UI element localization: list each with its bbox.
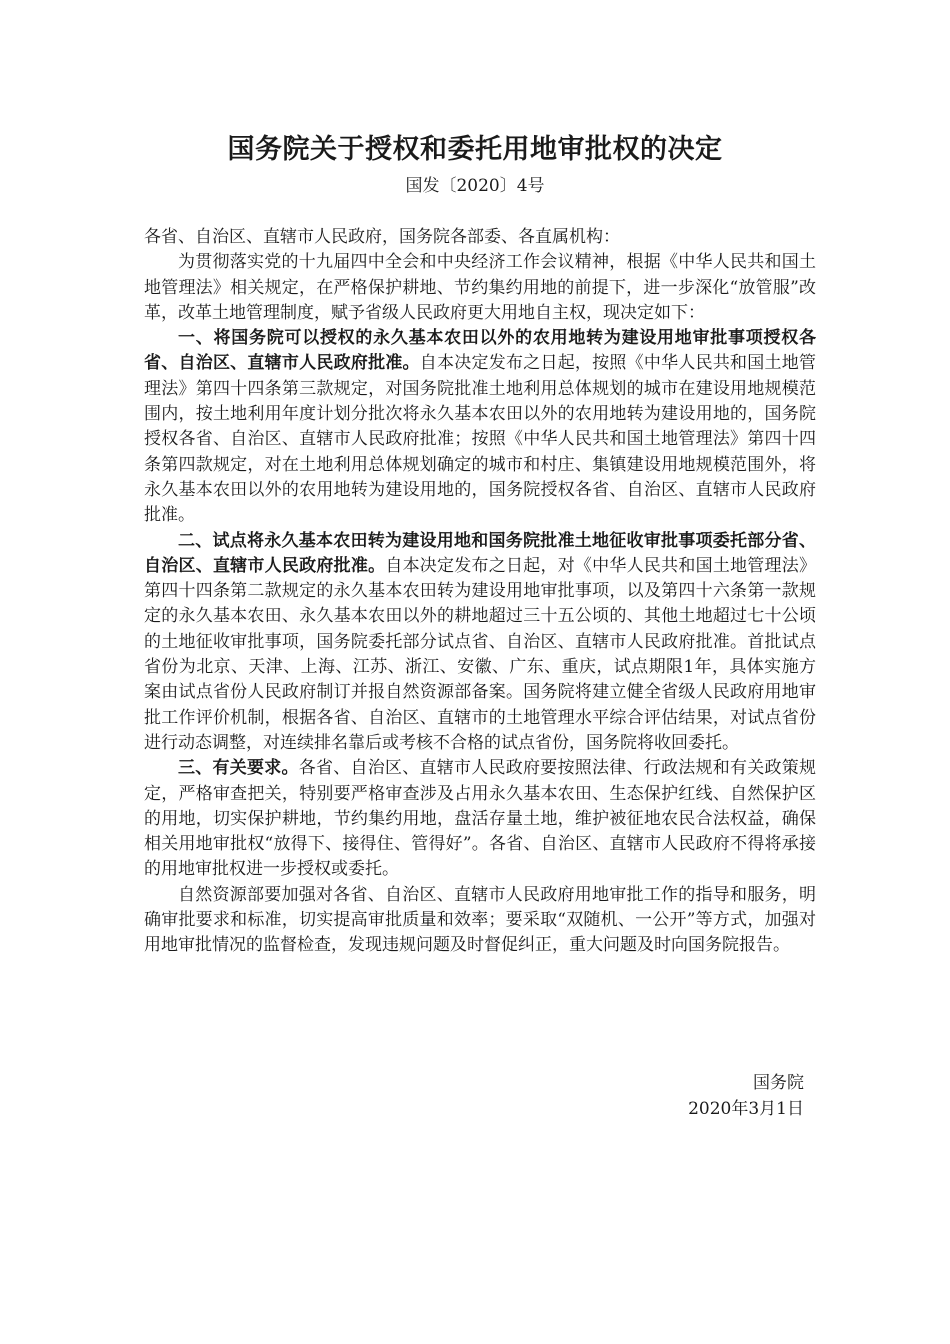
section-3-heading: 三、有关要求。 (178, 758, 299, 779)
document-title: 国务院关于授权和委托用地审批权的决定 (227, 134, 723, 165)
section-1-text: 自本决定发布之日起，按照《中华人民共和国土地管理法》第四十四条第三款规定，对国务院批准土地利用总体规划的城市在建设用地规模范围内，按土地利用年度计划分批次将永久基本农田以外的农用地转为建设用地的，国务院授权各省、自治区、直辖市人民政府批准；按照《中华人民共和国土地管理法》第四十四条第四款规定，对在土地利用总体规划确定的城市和村庄、集镇建设用地规模范围外，将永久基本农田以外的农用地转为建设用地的，国务院授权各省、自治区、直辖市人民政府批准。 (144, 353, 817, 526)
addressee-line: 各省、自治区、直辖市人民政府，国务院各部委、各直属机构： (144, 227, 620, 247)
section-2-paragraph (144, 529, 816, 757)
signature-organization: 国务院 (753, 1073, 804, 1093)
section-1-heading: 一、将国务院可以授权的永久基本农田以外的农用地转为建设用地审批事项授权各省、自治区、直辖市人民政府批准。 (144, 328, 816, 374)
intro-paragraph: 为贯彻落实党的十九届四中全会和中央经济工作会议精神，根据《中华人民共和国土地管理法》相关规定，在严格保护耕地、节约集约用地的前提下，进一步深化“放管服”改革，改革土地管理制度，赋予省级人民政府更大用地自主权，现决定如下： (144, 252, 816, 323)
section-2-heading: 二、试点将永久基本农田转为建设用地和国务院批准土地征收审批事项委托部分省、自治区、直辖市人民政府批准。 (144, 530, 816, 576)
section-3-text: 各省、自治区、直辖市人民政府要按照法律、行政法规和有关政策规定，严格审查把关，特别要严格审查涉及占用永久基本农田、生态保护红线、自然保护区的用地，切实保护耕地，节约集约用地，盘活存量土地，维护被征地农民合法权益，确保相关用地审批权“放得下、接得住、管得好”。各省、自治区、直辖市人民政府不得将承接的用地审批权进一步授权或委托。 (144, 758, 816, 880)
document-number: 国发〔2020〕4号 (405, 176, 545, 196)
section-1-paragraph (144, 326, 816, 528)
closing-paragraph: 自然资源部要加强对各省、自治区、直辖市人民政府用地审批工作的指导和服务，明确审批要求和标准，切实提高审批质量和效率；要采取“双随机、一公开”等方式，加强对用地审批情况的监督检查，发现违规问题及时督促纠正，重大问题及时向国务院报告。 (144, 884, 816, 956)
signature-date: 2020年3月1日 (688, 1099, 804, 1119)
section-2-text: 自本决定发布之日起，对《中华人民共和国土地管理法》第四十四条第二款规定的永久基本农田转为建设用地审批事项，以及第四十六条第一款规定的永久基本农田、永久基本农田以外的耕地超过三十五公顷的、其他土地超过七十公顷的土地征收审批事项，国务院委托部分试点省、自治区、直辖市人民政府批准。首批试点省份为北京、天津、上海、江苏、浙江、安徽、广东、重庆，试点期限1年，具体实施方案由试点省份人民政府制订并报自然资源部备案。国务院将建立健全省级人民政府用地审批工作评价机制，根据各省、自治区、直辖市的土地管理水平综合评估结果，对试点省份进行动态调整，对连续排名靠后或考核不合格的试点省份，国务院将收回委托。 (144, 555, 817, 753)
section-3-paragraph (144, 756, 816, 882)
document-body (144, 225, 816, 959)
